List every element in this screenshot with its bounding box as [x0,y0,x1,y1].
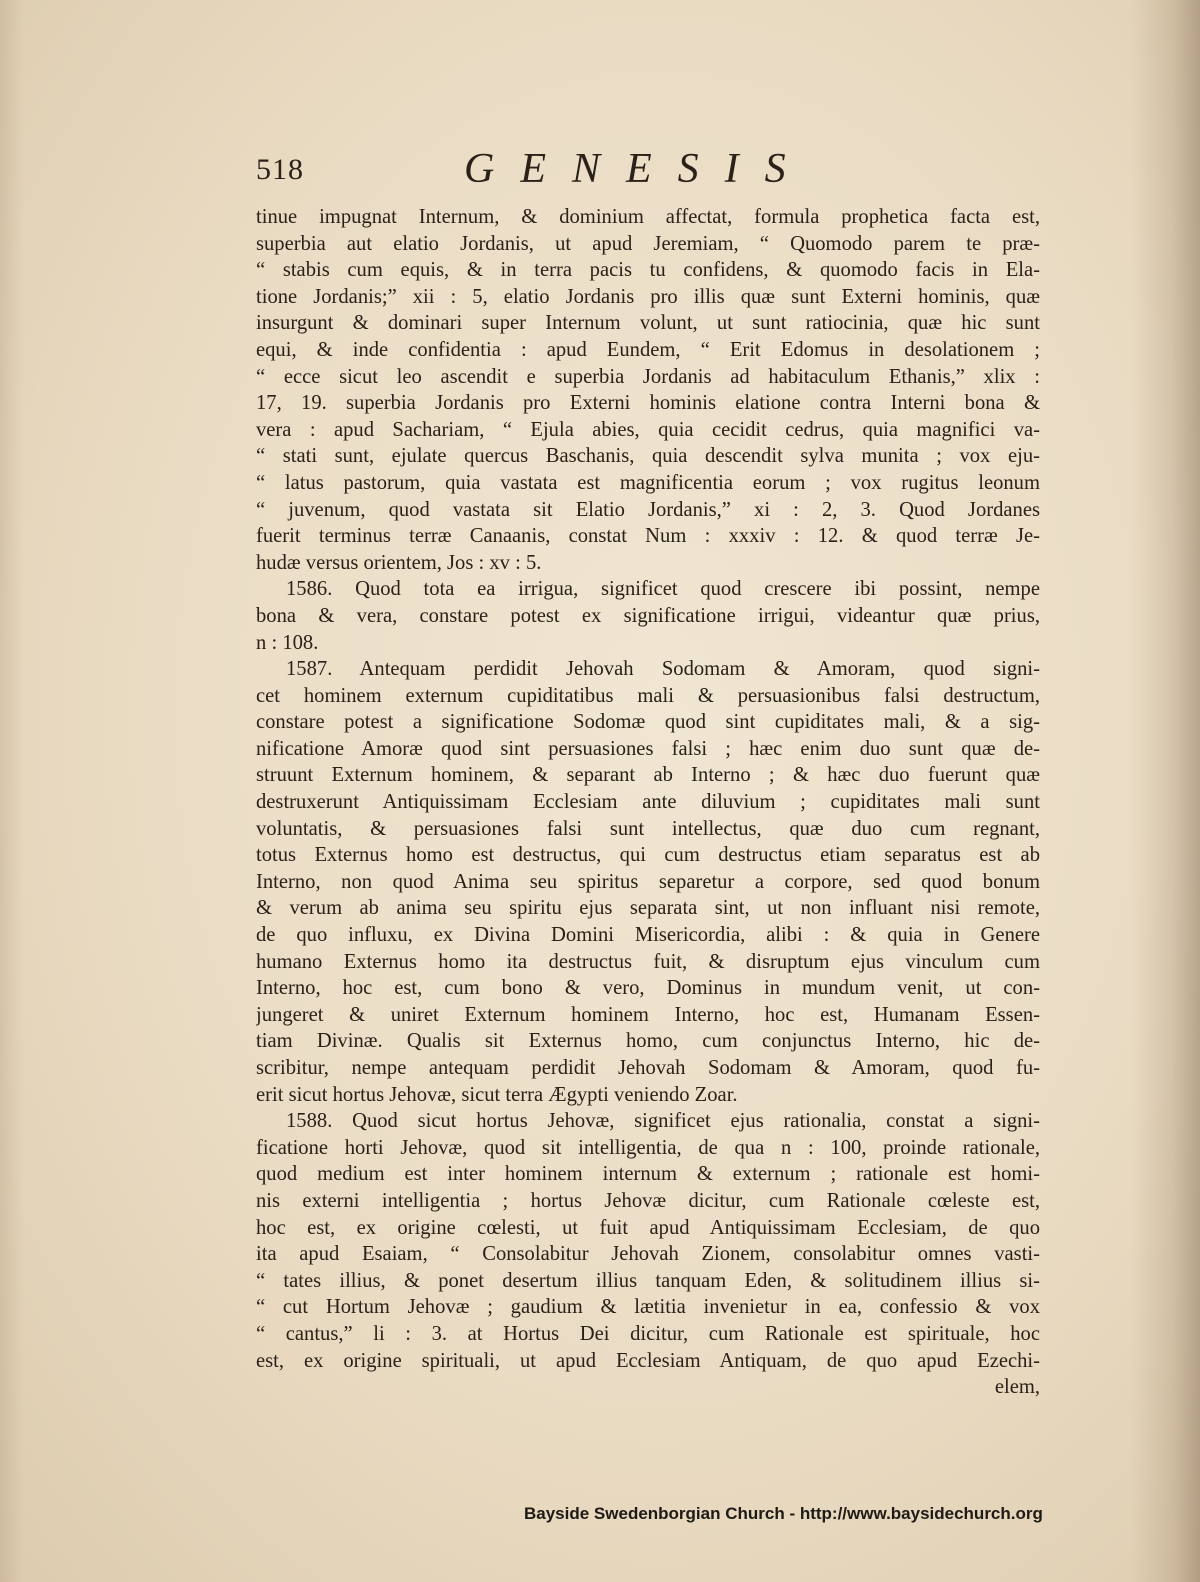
body-text [256,204,1040,1401]
text-line: & verum ab anima seu spiritu ejus separata sint, ut non influant nisi remote, [256,897,1040,920]
text-line: erit sicut hortus Jehovæ, sicut terra Ægypti veniendo Zoar. [256,1083,738,1106]
text-line: fuerit terminus terræ Canaanis, constat Num : xxxiv : 12. & quod terræ Je- [256,525,1040,548]
text-line: tiam Divinæ. Qualis sit Externus homo, cum conjunctus Interno, hic de- [256,1030,1040,1053]
text-line: “ tates illius, & ponet desertum illius tanquam Eden, & solitudinem illius si- [256,1269,1040,1292]
text-line: scribitur, nempe antequam perdidit Jehovah Sodomam & Amoram, quod fu- [256,1057,1040,1079]
text-line: “ cantus,” li : 3. at Hortus Dei dicitur, cum Rationale est spirituale, hoc [256,1322,1040,1345]
text-line: hoc est, ex origine cœlesti, ut fuit apud Antiquissimam Ecclesiam, de quo [256,1216,1040,1239]
text-line: “ latus pastorum, quia vastata est magnificentia eorum ; vox rugitus leonum [256,471,1040,494]
text-line: bona & vera, constare potest ex significatione irrigui, videantur quæ prius, [256,604,1040,627]
text-line: insurgunt & dominari super Internum volunt, ut sunt ratiocinia, quæ hic sunt [256,312,1040,335]
page-number: 518 [256,153,304,186]
text-line: “ juvenum, quod vastata sit Elatio Jordanis,” xi : 2, 3. Quod Jordanes [256,498,1040,521]
text-line: tione Jordanis;” xii : 5, elatio Jordanis pro illis quæ sunt Externi hominis, quæ [256,285,1040,308]
text-line: “ ecce sicut leo ascendit e superbia Jordanis ad habitaculum Ethanis,” xlix : [256,365,1040,388]
running-title: GENESIS [464,146,812,192]
text-line: “ cut Hortum Jehovæ ; gaudium & lætitia invenietur in ea, confessio & vox [256,1296,1040,1319]
text-line: 17, 19. superbia Jordanis pro Externi hominis elatione contra Interni bona & [256,392,1040,415]
text-line: quod medium est inter hominem internum & externum ; rationale est homi- [256,1163,1040,1186]
text-line: ficatione horti Jehovæ, quod sit intelligentia, de qua n : 100, proinde rationale, [256,1136,1040,1159]
site-watermark: Bayside Swedenborgian Church - http://www.baysidechurch.org [524,1504,1043,1523]
text-line: Interno, non quod Anima seu spiritus separetur a corpore, sed quod bonum [256,870,1040,893]
text-line: ita apud Esaiam, “ Consolabitur Jehovah Zionem, consolabitur omnes vasti- [256,1243,1040,1266]
text-line: “ stati sunt, ejulate quercus Baschanis, quia descendit sylva munita ; vox eju- [256,445,1040,468]
catchword: elem, [994,1376,1040,1399]
text-line: vera : apud Sachariam, “ Ejula abies, quia cecidit cedrus, quia magnifici va- [256,418,1040,441]
text-line: constare potest a significatione Sodomæ quod sint cupiditates mali, & a sig- [256,711,1040,734]
text-line: equi, & inde confidentia : apud Eundem, “ Erit Edomus in desolationem ; [256,338,1040,361]
text-line: superbia aut elatio Jordanis, ut apud Jeremiam, “ Quomodo parem te præ- [256,232,1040,255]
text-line: struunt Externum hominem, & separant ab Interno ; & hæc duo fuerunt quæ [256,764,1040,787]
paragraph-1588-line: 1588. Quod sicut hortus Jehovæ, significet ejus rationalia, constat a signi- [286,1110,1040,1133]
text-line: humano Externus homo ita destructus fuit, & disruptum ejus vinculum cum [256,950,1040,973]
running-head [256,145,856,205]
text-line: voluntatis, & persuasiones falsi sunt intellectus, quæ duo cum regnant, [256,817,1040,840]
text-line: totus Externus homo est destructus, qui cum destructus etiam separatus est ab [256,844,1040,867]
paragraph-1587-line: 1587. Antequam perdidit Jehovah Sodomam & Amoram, quod signi- [286,658,1040,681]
text-line: destruxerunt Antiquissimam Ecclesiam ante diluvium ; cupiditates mali sunt [256,791,1040,814]
text-line: cet hominem externum cupiditatibus mali & persuasionibus falsi destructum, [256,684,1040,707]
text-line: nificatione Amoræ quod sint persuasiones falsi ; hæc enim duo sunt quæ de- [256,737,1040,760]
page-spine-shadow [1130,0,1200,1582]
paragraph-1586-line: 1586. Quod tota ea irrigua, significet quod crescere ibi possint, nempe [286,578,1040,601]
text-line: nis externi intelligentia ; hortus Jehovæ dicitur, cum Rationale cœleste est, [256,1189,1040,1212]
text-line: est, ex origine spirituali, ut apud Ecclesiam Antiquam, de quo apud Ezechi- [256,1349,1040,1372]
text-line: hudæ versus orientem, Jos : xv : 5. [256,551,542,574]
text-line: Interno, hoc est, cum bono & vero, Dominus in mundum venit, ut con- [256,977,1040,1000]
text-line: jungeret & uniret Externum hominem Interno, hoc est, Humanam Essen- [256,1003,1040,1026]
text-line: tinue impugnat Internum, & dominium affectat, formula prophetica facta est, [256,206,1040,228]
text-line: “ stabis cum equis, & in terra pacis tu confidens, & quomodo facis in Ela- [256,259,1040,282]
text-line: de quo influxu, ex Divina Domini Misericordia, alibi : & quia in Genere [256,924,1040,947]
text-line: n : 108. [256,631,319,654]
page-left-edge-shading [0,0,24,1582]
